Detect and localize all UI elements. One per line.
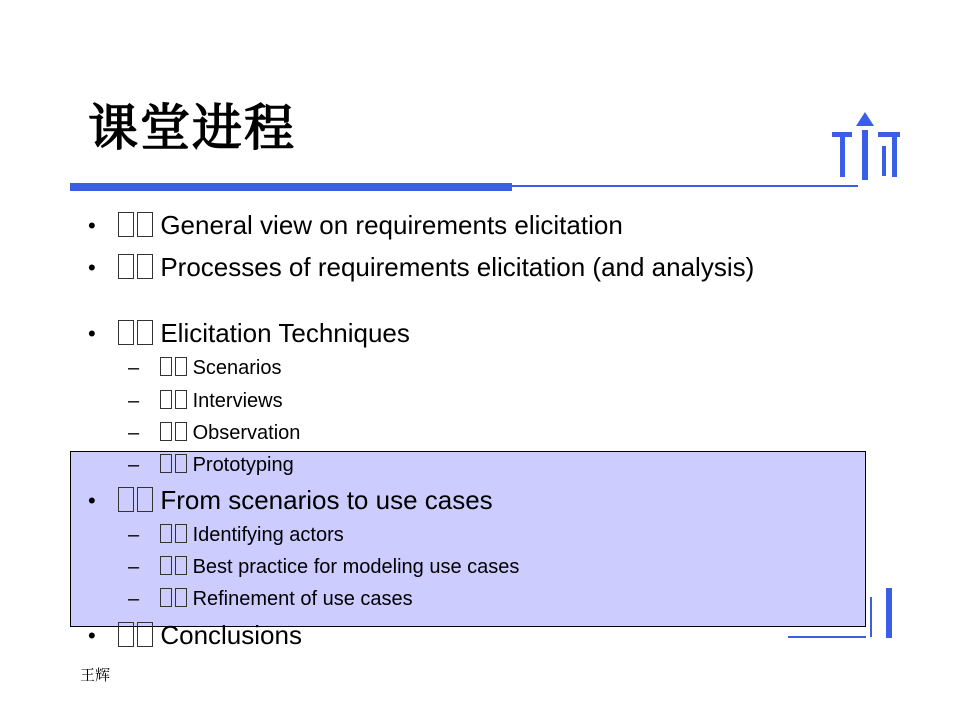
dash-marker: – [128,422,140,444]
missing-glyph-box-icon [118,485,156,515]
outline-item [88,210,623,240]
footer-author: 王辉 [80,666,111,684]
missing-glyph-box-icon [160,523,190,547]
outline-item [88,620,302,650]
outline-text: Processes of requirements elicitation (and analysis) [160,252,755,282]
missing-glyph-box-icon [160,453,190,477]
outline-text: Scenarios [192,357,282,379]
bullet-marker: • [88,213,96,238]
outline-item [128,587,413,611]
bullet-marker: • [88,255,96,280]
dash-marker: – [128,524,140,546]
outline-item [88,252,818,282]
outline-text: Refinement of use cases [192,588,413,610]
outline-item [128,389,283,413]
outline-text: Prototyping [192,454,294,476]
missing-glyph-box-icon [118,252,156,282]
bullet-marker: • [88,623,96,648]
outline-item [128,555,520,579]
outline-item [128,356,282,380]
bullet-marker: • [88,321,96,346]
missing-glyph-box-icon [160,356,190,380]
outline-text: From scenarios to use cases [160,485,493,515]
outline-text: General view on requirements elicitation [160,210,623,240]
outline-item [128,523,344,547]
outline-text: Identifying actors [192,524,344,546]
missing-glyph-box-icon [118,210,156,240]
dash-marker: – [128,454,140,476]
missing-glyph-box-icon [160,555,190,579]
missing-glyph-box-icon [160,421,190,445]
outline-text: Observation [192,422,301,444]
missing-glyph-box-icon [160,389,190,413]
outline-text: Elicitation Techniques [160,318,410,348]
missing-glyph-box-icon [118,318,156,348]
missing-glyph-box-icon [118,620,156,650]
outline-text: Conclusions [160,620,302,650]
outline-item [128,453,294,477]
dash-marker: – [128,588,140,610]
outline-item [88,485,493,515]
outline-text: Interviews [192,390,283,412]
dash-marker: – [128,556,140,578]
bullet-marker: • [88,488,96,513]
outline-text: Best practice for modeling use cases [192,556,520,578]
missing-glyph-box-icon [160,587,190,611]
slide-title: 课堂进程 [88,99,296,157]
dash-marker: – [128,390,140,412]
outline-item [128,421,301,445]
outline-item [88,318,410,348]
dash-marker: – [128,357,140,379]
